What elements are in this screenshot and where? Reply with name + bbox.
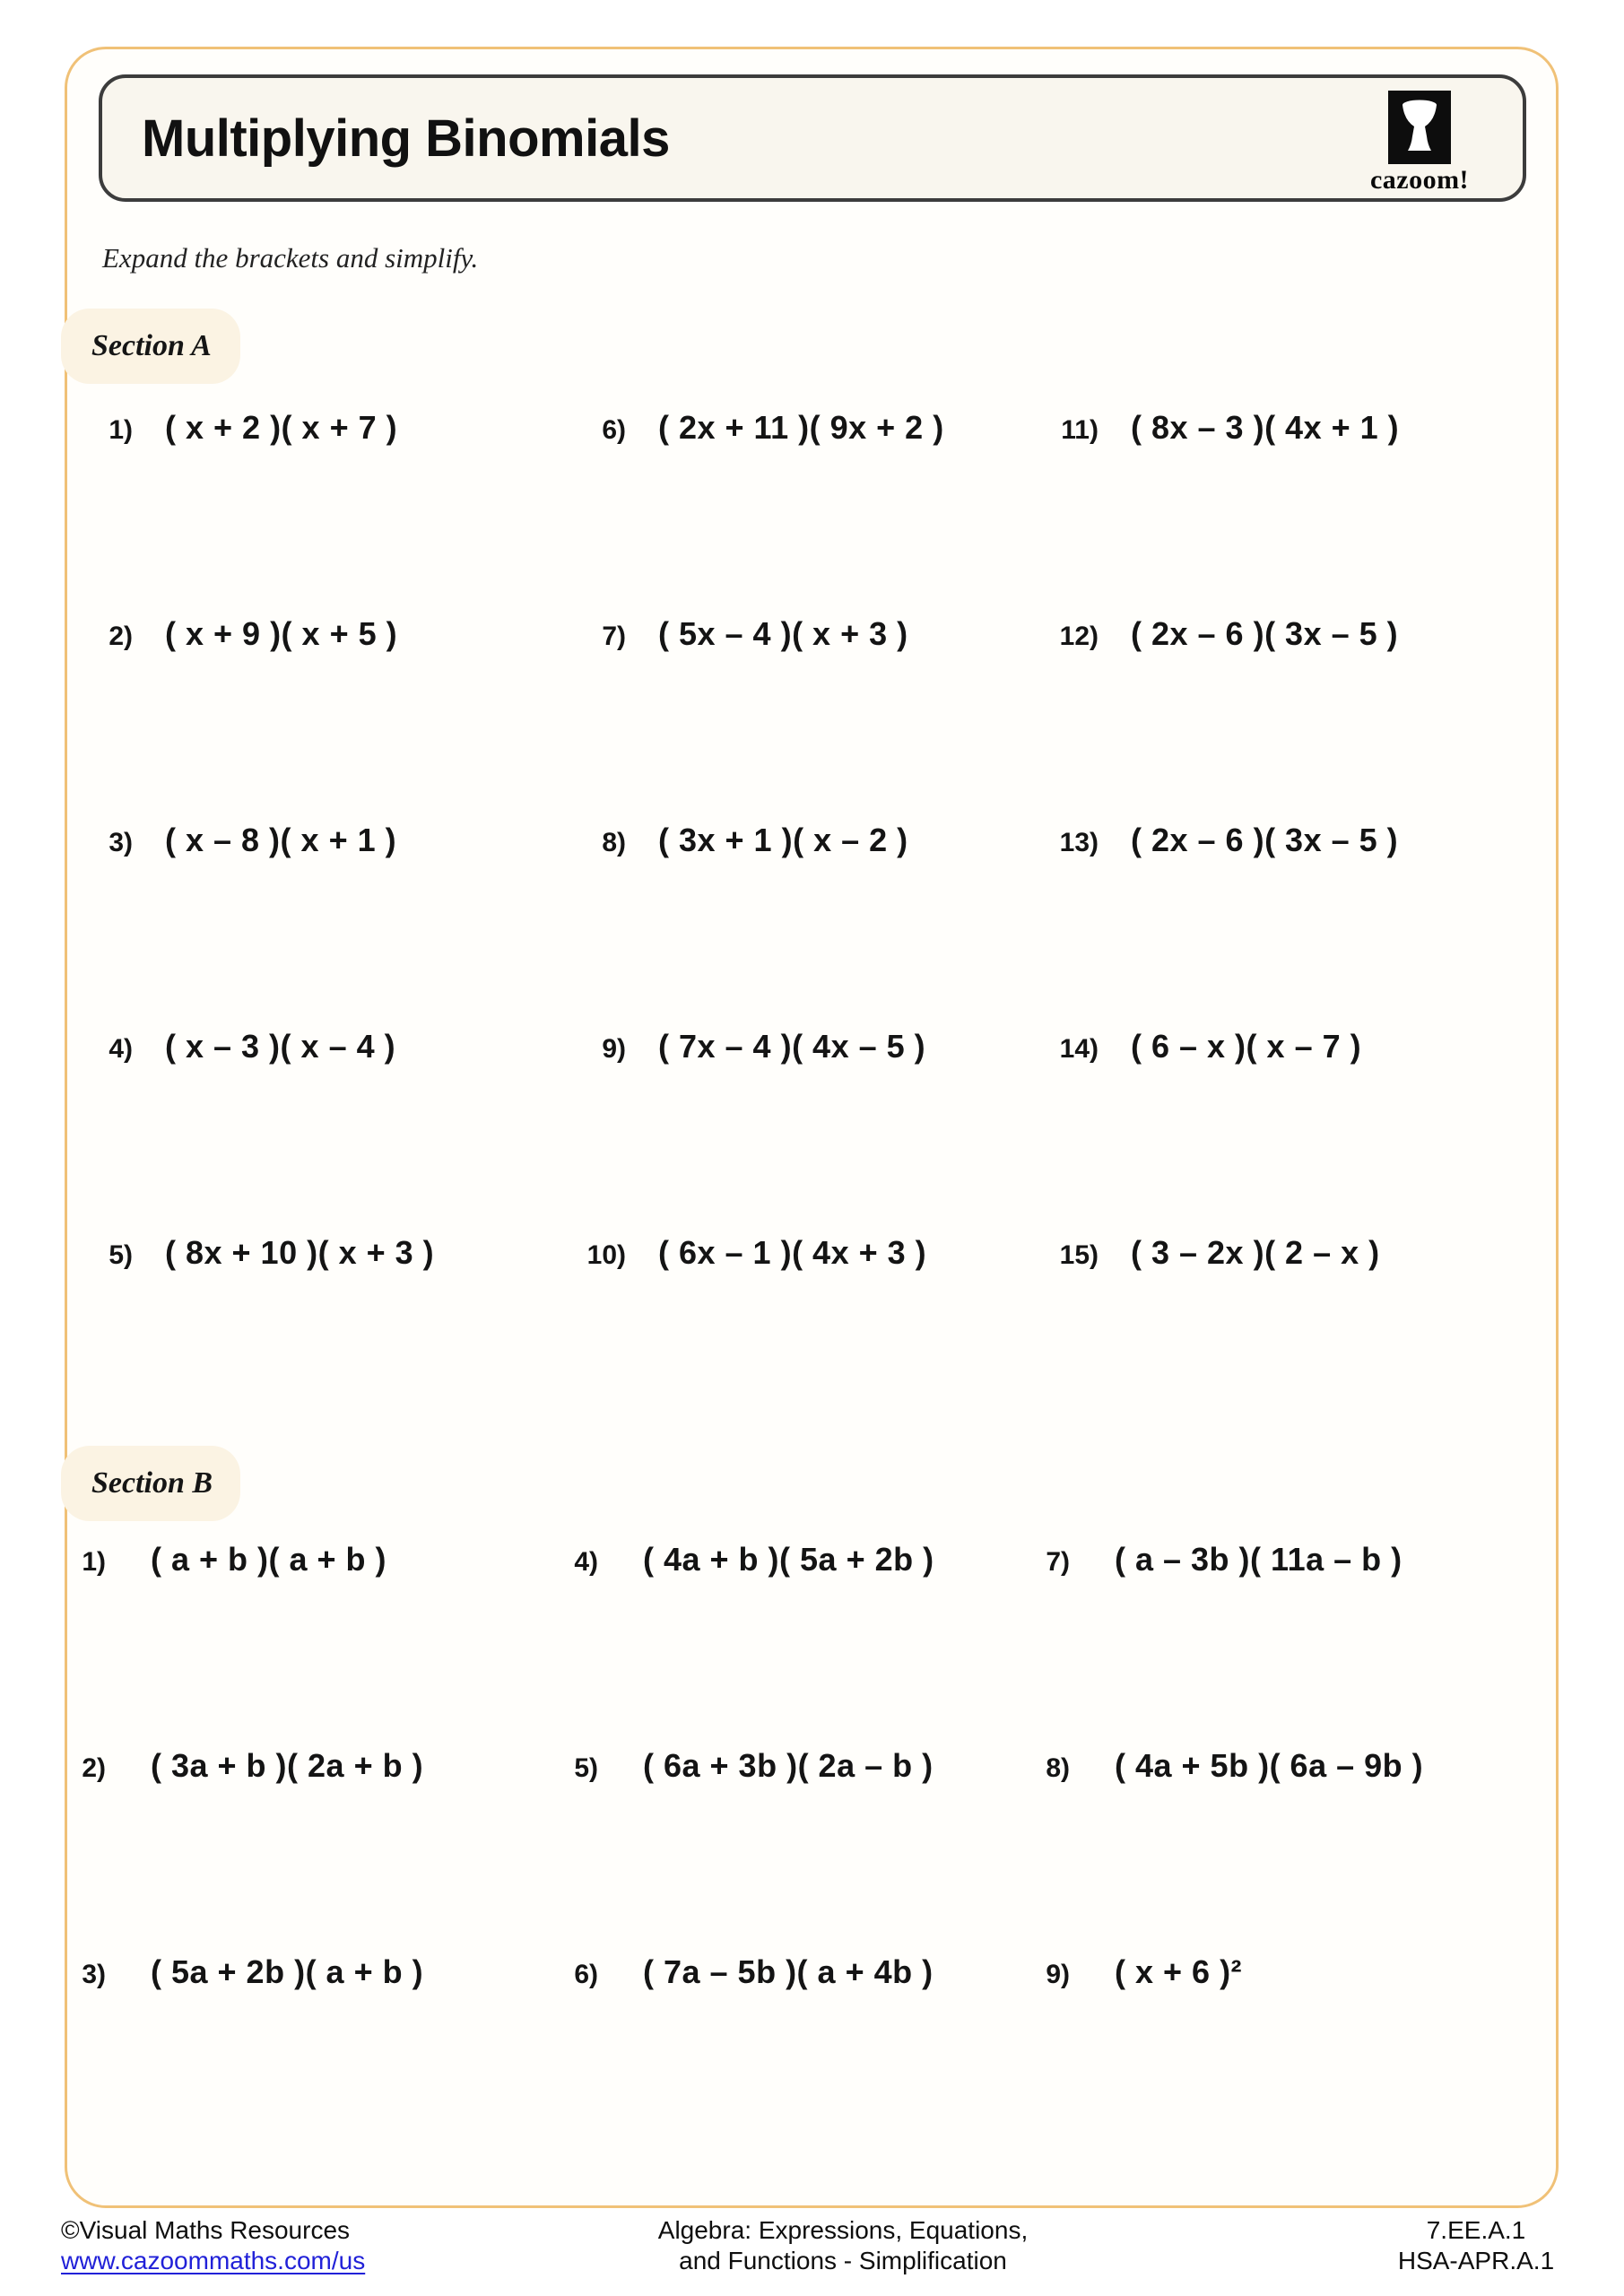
topic-line-1: Algebra: Expressions, Equations,	[657, 2216, 1029, 2244]
problem-a9	[554, 1028, 925, 1065]
problem-number: 9)	[602, 1034, 626, 1064]
problems-row	[0, 1747, 1624, 1790]
problem-number: 12)	[1059, 622, 1099, 651]
problem-a8	[554, 822, 908, 859]
standard-code-1: 7.EE.A.1	[1426, 2216, 1526, 2244]
problem-number: 3)	[82, 1960, 106, 1989]
problem-b6	[526, 1953, 934, 1991]
problem-number: 13)	[1059, 828, 1099, 857]
worksheet-border-frame	[65, 47, 1559, 2208]
problem-expression: ( 6x – 1 )( 4x + 3 )	[658, 1234, 927, 1271]
problem-expression: ( a – 3b )( 11a – b )	[1115, 1541, 1403, 1578]
problem-number: 10)	[586, 1240, 626, 1270]
problem-number: 15)	[1059, 1240, 1099, 1270]
problem-number: 5)	[109, 1240, 133, 1270]
standard-code-2: HSA-APR.A.1	[1397, 2247, 1555, 2274]
problem-expression: ( a + b )( a + b )	[151, 1541, 387, 1578]
problem-number: 4)	[109, 1034, 133, 1064]
problem-expression: ( 2x – 6 )( 3x – 5 )	[1131, 615, 1399, 652]
problem-b2	[34, 1747, 423, 1785]
problem-number: 4)	[574, 1547, 598, 1577]
problem-number: 7)	[602, 622, 626, 651]
problem-a4	[61, 1028, 395, 1065]
problems-row	[0, 409, 1624, 452]
problem-expression: ( x – 8 )( x + 1 )	[165, 822, 397, 858]
problem-number: 7)	[1046, 1547, 1070, 1577]
footer-attribution	[61, 2215, 365, 2276]
copyright-text: ©Visual Maths Resources	[61, 2216, 351, 2244]
problem-a5	[61, 1234, 434, 1272]
djembe-drum-icon	[1388, 91, 1451, 164]
section-a-label: Section A	[91, 329, 212, 362]
problem-b1	[34, 1541, 386, 1578]
problem-number: 8)	[602, 828, 626, 857]
problem-expression: ( 2x – 6 )( 3x – 5 )	[1131, 822, 1399, 858]
problem-expression: ( 6a + 3b )( 2a – b )	[643, 1747, 934, 1784]
problem-a2	[61, 615, 397, 653]
problem-number: 6)	[574, 1960, 598, 1989]
problem-number: 2)	[109, 622, 133, 651]
problem-expression: ( 5a + 2b )( a + b )	[151, 1953, 424, 1990]
problem-expression: ( 4a + b )( 5a + 2b )	[643, 1541, 934, 1578]
problem-b8	[998, 1747, 1423, 1785]
problem-b7	[998, 1541, 1403, 1578]
problem-expression: ( 8x + 10 )( x + 3 )	[165, 1234, 435, 1271]
section-b-header	[61, 1446, 240, 1521]
problem-number: 1)	[109, 415, 133, 445]
problem-b9	[998, 1953, 1242, 1991]
problems-row	[0, 1234, 1624, 1277]
problem-expression: ( 7x – 4 )( 4x – 5 )	[658, 1028, 926, 1065]
problem-expression: ( 3 – 2x )( 2 – x )	[1131, 1234, 1380, 1271]
section-a-header	[61, 309, 240, 384]
website-link[interactable]: www.cazoommaths.com/us	[61, 2247, 366, 2274]
problem-expression: ( 4a + 5b )( 6a – 9b )	[1115, 1747, 1424, 1784]
problem-number: 3)	[109, 828, 133, 857]
topic-line-2: and Functions - Simplification	[679, 2247, 1007, 2274]
problem-b4	[526, 1541, 934, 1578]
problem-number: 6)	[602, 415, 626, 445]
problem-a7	[554, 615, 908, 653]
problem-number: 2)	[82, 1753, 106, 1783]
logo-wordmark: cazoom!	[1369, 165, 1470, 195]
problem-expression: ( 3a + b )( 2a + b )	[151, 1747, 424, 1784]
problem-a13	[1027, 822, 1398, 859]
problem-b3	[34, 1953, 423, 1991]
problem-number: 5)	[574, 1753, 598, 1783]
problem-a15	[1027, 1234, 1380, 1272]
problem-expression: ( 5x – 4 )( x + 3 )	[658, 615, 908, 652]
problem-number: 14)	[1059, 1034, 1099, 1064]
problem-expression: ( 2x + 11 )( 9x + 2 )	[658, 409, 944, 446]
cazoom-logo	[1352, 91, 1487, 196]
problem-a6	[554, 409, 944, 447]
problem-a3	[61, 822, 396, 859]
problems-row	[0, 615, 1624, 658]
problem-a14	[1027, 1028, 1361, 1065]
problem-number: 11)	[1061, 415, 1099, 445]
footer-standards	[1342, 2215, 1611, 2276]
problem-a12	[1027, 615, 1398, 653]
problem-expression: ( 6 – x )( x – 7 )	[1131, 1028, 1362, 1065]
worksheet-instruction: Expand the brackets and simplify.	[102, 242, 479, 274]
problem-expression: ( 3x + 1 )( x – 2 )	[658, 822, 908, 858]
page-title: Multiplying Binomials	[142, 109, 670, 168]
problems-row	[0, 1541, 1624, 1584]
problem-a11	[1027, 409, 1399, 447]
problem-a10	[554, 1234, 926, 1272]
worksheet-header	[99, 74, 1526, 202]
section-b-label: Section B	[91, 1466, 213, 1500]
problem-expression: ( 8x – 3 )( 4x + 1 )	[1131, 409, 1400, 446]
problem-a1	[61, 409, 397, 447]
problem-expression: ( x + 2 )( x + 7 )	[165, 409, 398, 446]
problem-expression: ( x + 6 )²	[1115, 1953, 1243, 1990]
problems-row	[0, 1028, 1624, 1071]
problem-expression: ( 7a – 5b )( a + 4b )	[643, 1953, 934, 1990]
problem-number: 9)	[1046, 1960, 1070, 1989]
problem-number: 8)	[1046, 1753, 1070, 1783]
problems-row	[0, 822, 1624, 865]
problem-expression: ( x – 3 )( x – 4 )	[165, 1028, 396, 1065]
problem-expression: ( x + 9 )( x + 5 )	[165, 615, 398, 652]
problems-row	[0, 1953, 1624, 1996]
footer-topic	[569, 2215, 1116, 2276]
problem-number: 1)	[82, 1547, 106, 1577]
problem-b5	[526, 1747, 934, 1785]
